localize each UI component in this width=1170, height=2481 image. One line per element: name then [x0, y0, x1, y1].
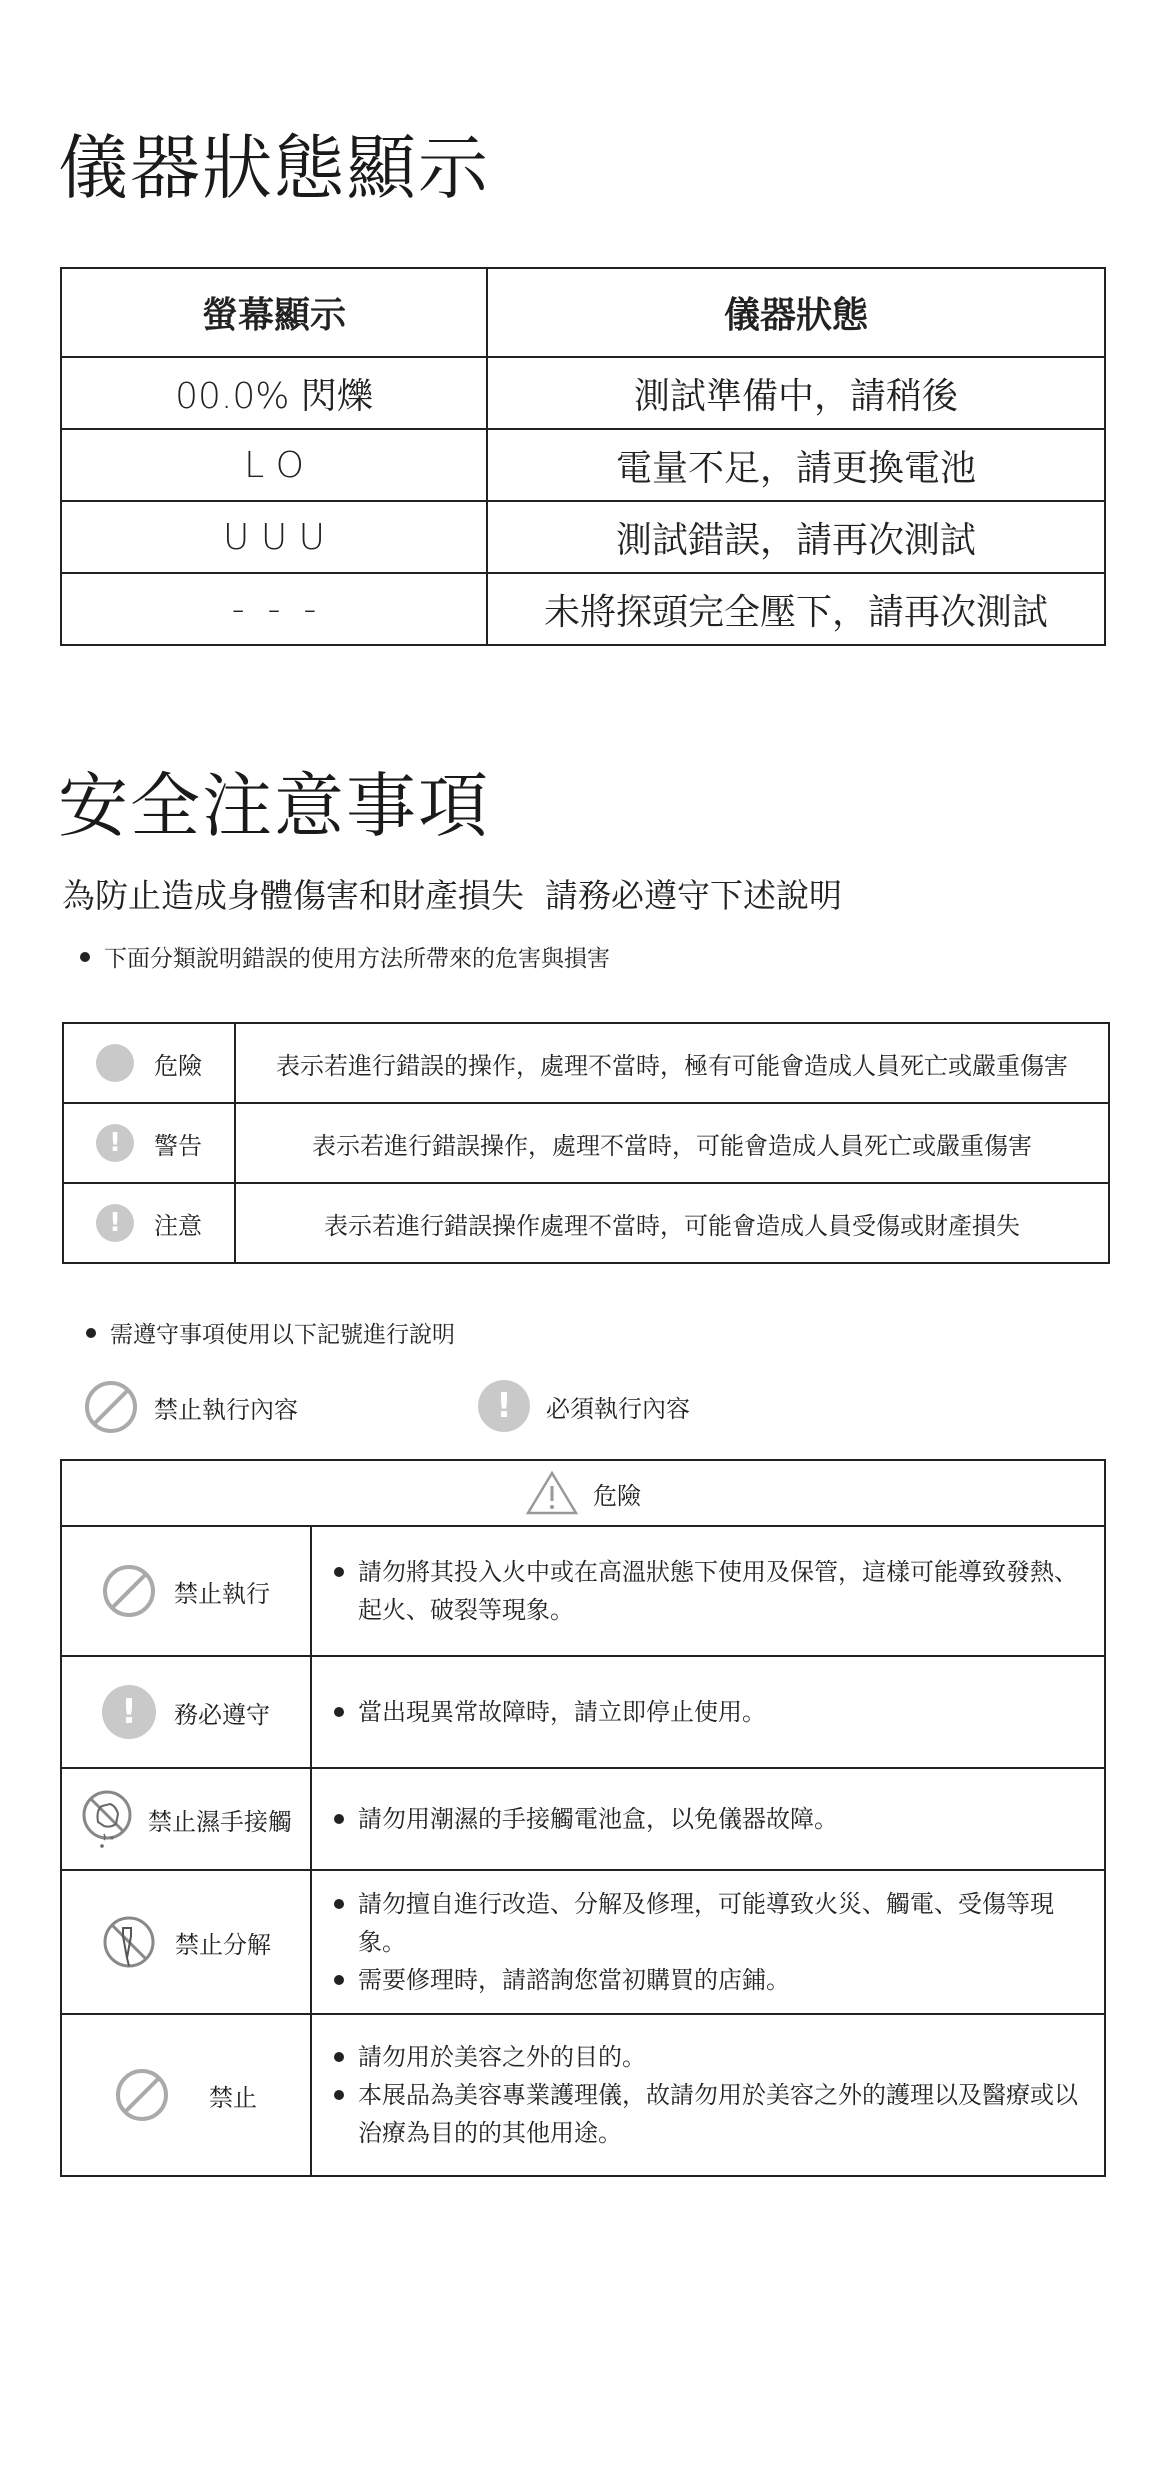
- display-cell: U U U: [61, 501, 487, 573]
- disassembly-prohibit-icon: [101, 1914, 157, 1970]
- hazard-level-table: [62, 1022, 1110, 1264]
- status-table: [60, 267, 1106, 646]
- display-cell: L O: [61, 429, 487, 501]
- bullet-text: 下面分類說明錯誤的使用方法所帶來的危害與損害: [104, 946, 610, 972]
- status-cell: 未將探頭完全壓下，請再次測試: [487, 573, 1105, 645]
- level-label: 警告: [154, 1131, 202, 1160]
- row-label: 禁止執行: [174, 1579, 270, 1608]
- prohibit-icon: [115, 2068, 169, 2122]
- table-row: [61, 1768, 1105, 1870]
- exclamation-icon: !: [96, 1124, 134, 1162]
- table-row: [61, 501, 1105, 573]
- bullet-text: 需遵守事項使用以下記號進行說明: [110, 1322, 455, 1348]
- table-row: [61, 2014, 1105, 2176]
- row-label: 禁止分解: [175, 1930, 271, 1959]
- bullet-dot: [80, 952, 90, 962]
- danger-table: [60, 1459, 1106, 2177]
- bullet-dot: [86, 1328, 96, 1338]
- status-table-header-display: 螢幕顯示: [61, 268, 487, 357]
- row-label: 禁止: [209, 2083, 257, 2112]
- danger-header-row: [61, 1460, 1105, 1526]
- page-title-safety: 安全注意事項: [58, 765, 490, 847]
- table-row: [61, 357, 1105, 429]
- level-desc: 表示若進行錯誤操作，處理不當時，可能會造成人員死亡或嚴重傷害: [235, 1103, 1109, 1183]
- level-desc: 表示若進行錯誤的操作，處理不當時，極有可能會造成人員死亡或嚴重傷害: [235, 1023, 1109, 1103]
- table-row: [61, 1870, 1105, 2014]
- bullet-classification: [80, 940, 610, 973]
- list-item: 請勿用潮濕的手接觸電池盒，以免儀器故障。: [334, 1800, 1084, 1838]
- legend-prohibit: [84, 1380, 298, 1434]
- list-item: 請勿將其投入火中或在高溫狀態下使用及保管，這樣可能導致發熱、起火、破裂等現象。: [334, 1553, 1084, 1629]
- list-item: 請勿擅自進行改造、分解及修理，可能導致火災、觸電、受傷等現象。: [334, 1885, 1084, 1961]
- exclamation-icon: !: [96, 1204, 134, 1242]
- row-label: 務必遵守: [174, 1700, 270, 1729]
- table-row: [61, 573, 1105, 645]
- status-cell: 測試準備中，請稍後: [487, 357, 1105, 429]
- list-item: 本展品為美容專業護理儀，故請勿用於美容之外的護理以及醫療或以治療為目的的其他用途。: [334, 2076, 1084, 2152]
- level-label: 危險: [154, 1051, 202, 1080]
- list-item: 當出現異常故障時，請立即停止使用。: [334, 1693, 1084, 1731]
- bullet-symbols: [86, 1316, 455, 1349]
- list-item: 需要修理時，請諮詢您當初購買的店鋪。: [334, 1961, 1084, 1999]
- display-cell: - - -: [61, 573, 487, 645]
- wet-hand-prohibit-icon: [80, 1788, 138, 1850]
- row-label: 禁止濕手接觸: [148, 1807, 292, 1836]
- level-desc: 表示若進行錯誤操作處理不當時，可能會造成人員受傷或財產損失: [235, 1183, 1109, 1263]
- legend-prohibit-label: 禁止執行內容: [154, 1395, 298, 1424]
- legend-mandatory: [478, 1380, 690, 1432]
- page-title-status: 儀器狀態顯示: [58, 127, 490, 209]
- status-cell: 電量不足，請更換電池: [487, 429, 1105, 501]
- table-row: [61, 429, 1105, 501]
- status-table-header-status: 儀器狀態: [487, 268, 1105, 357]
- table-row: [61, 1656, 1105, 1768]
- display-cell: 00.0% 閃爍: [61, 357, 487, 429]
- legend-mandatory-label: 必須執行內容: [546, 1394, 690, 1423]
- table-row: [63, 1183, 1109, 1263]
- danger-header-label: 危險: [593, 1481, 641, 1510]
- table-row: [63, 1103, 1109, 1183]
- circle-icon: [96, 1044, 134, 1082]
- level-label: 注意: [154, 1211, 202, 1240]
- prohibit-icon: [84, 1380, 138, 1434]
- safety-intro: 為防止造成身體傷害和財產損失 請務必遵守下述說明: [62, 876, 842, 915]
- list-item: 請勿用於美容之外的目的。: [334, 2038, 1084, 2076]
- warning-triangle-icon: [525, 1470, 579, 1516]
- exclamation-icon: !: [102, 1685, 156, 1739]
- table-row: [61, 1526, 1105, 1656]
- table-row: [63, 1023, 1109, 1103]
- prohibit-icon: [102, 1564, 156, 1618]
- status-cell: 測試錯誤，請再次測試: [487, 501, 1105, 573]
- exclamation-icon: !: [478, 1380, 530, 1432]
